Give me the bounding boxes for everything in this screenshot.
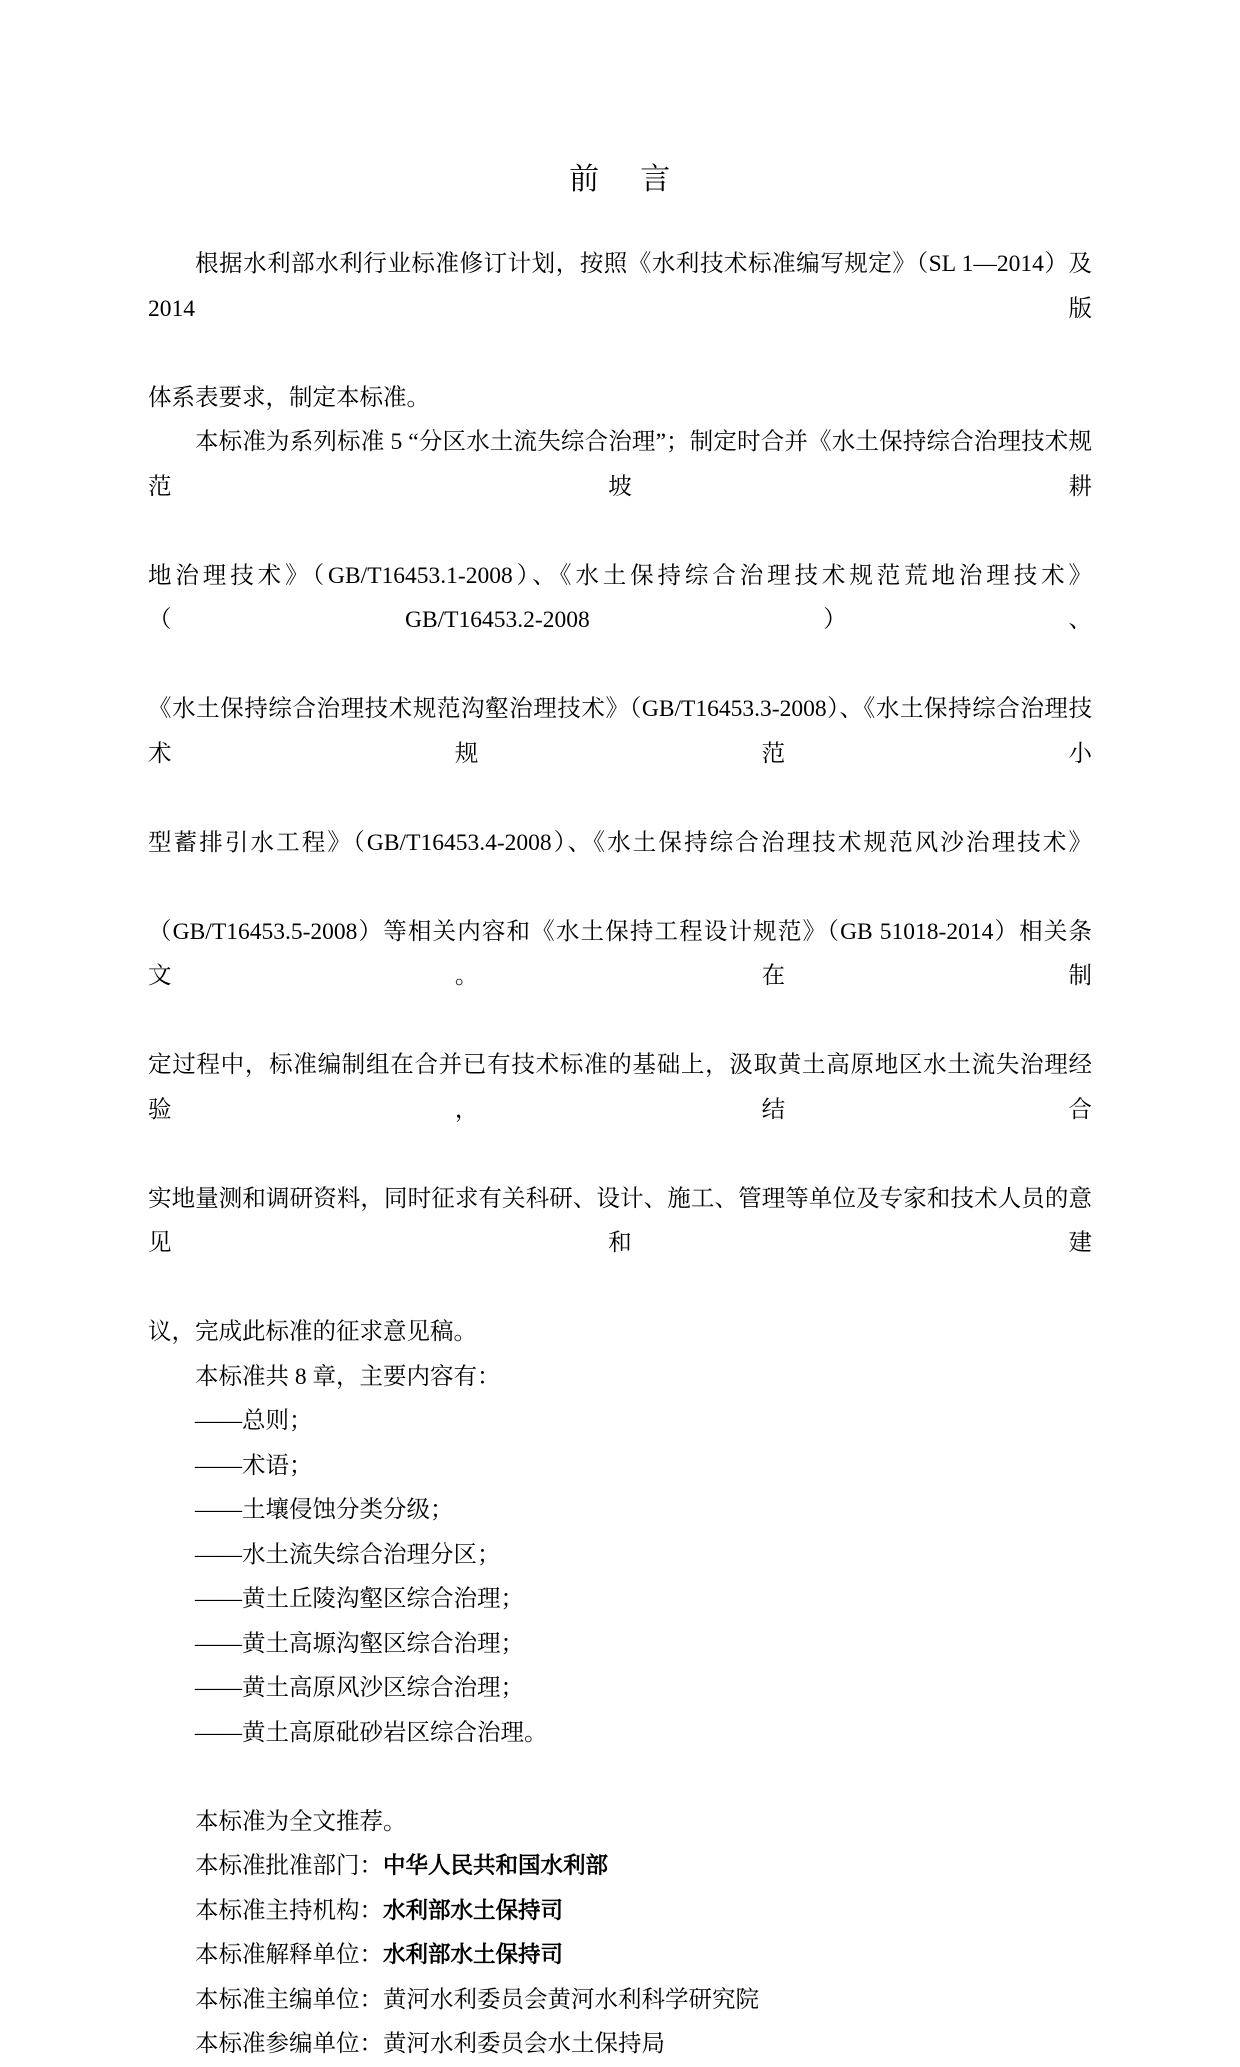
paragraph-2-line-3: 《水土保持综合治理技术规范沟壑治理技术》（GB/T16453.3-2008）、《水土保持综合治理技术规范小 [148,696,1092,767]
paragraph-2-line-4: 型蓄排引水工程》（GB/T16453.4-2008）、《水土保持综合治理技术规范风沙治理技术》 [148,829,1092,856]
paragraph-2 [148,420,1092,1355]
participating-unit-value: 黄河水利委员会水土保持局 [383,2031,665,2057]
page-title: 前 言 [569,163,671,196]
participating-unit-label: 本标准参编单位： [195,2031,383,2057]
chapter-item-8: ——黄土高原砒砂岩区综合治理。 [195,1719,548,1746]
host-organization-label: 本标准主持机构： [195,1897,383,1924]
chapter-item-5: ——黄土丘陵沟壑区综合治理； [195,1586,524,1612]
approval-department-label: 本标准批准部门： [195,1853,383,1879]
paragraph-2-line-7: 实地量测和调研资料，同时征求有关科研、设计、施工、管理等单位及专家和技术人员的意见和建 [148,1185,1092,1256]
paragraph-2-line-5: （GB/T16453.5-2008）等相关内容和《水土保持工程设计规范》（GB 51018-2014）相关条文。在制 [148,918,1092,989]
interpretation-unit-label: 本标准解释单位： [195,1942,383,1968]
chapters-intro: 本标准共 8 章，主要内容有： [195,1363,501,1390]
host-organization-row [148,1889,1092,1934]
document-body [148,242,1092,2067]
chapter-item-4: ——水土流失综合治理分区； [195,1541,501,1568]
chapter-item-1: ——总则； [195,1408,313,1434]
approval-department-value: 中华人民共和国水利部 [383,1853,609,1879]
paragraph-2-line-1: 本标准为系列标准 5 “分区水土流失综合治理”；制定时合并《水土保持综合治理技术规范坡耕 [148,429,1092,500]
chapter-item-2: ——术语； [195,1452,313,1479]
chief-editor-unit-label: 本标准主编单位： [195,1986,383,2013]
chapter-item-3: ——土壤侵蚀分类分级； [195,1497,454,1523]
chapter-item-7: ——黄土高原风沙区综合治理； [195,1675,524,1701]
paragraph-1-line-1: 根据水利部水利行业标准修订计划，按照《水利技术标准编写规定》（SL 1—2014）及 2014 版 [148,251,1092,322]
chapter-item-6: ——黄土高塬沟壑区综合治理； [195,1630,524,1657]
paragraph-2-line-6: 定过程中，标准编制组在合并已有技术标准的基础上，汲取黄土高原地区水土流失治理经验，结合 [148,1052,1092,1123]
section-spacer [148,1755,1092,1800]
paragraph-2-line-8: 议，完成此标准的征求意见稿。 [148,1319,477,1345]
interpretation-unit-row [148,1933,1092,1978]
chief-editor-unit-value: 黄河水利委员会黄河水利科学研究院 [383,1986,759,2013]
paragraph-1 [148,242,1092,420]
host-organization-value: 水利部水土保持司 [383,1897,564,1924]
paragraph-1-line-2: 体系表要求，制定本标准。 [148,384,430,411]
paragraph-2-line-2: 地治理技术》（GB/T16453.1-2008）、《水土保持综合治理技术规范荒地治理技术》（GB/T16453.2-2008）、 [148,562,1092,633]
recommendation-note: 本标准为全文推荐。 [195,1808,407,1835]
chief-editor-unit-row [148,1978,1092,2023]
interpretation-unit-value: 水利部水土保持司 [383,1942,564,1968]
approval-department-row [148,1844,1092,1889]
participating-unit-row [148,2022,1092,2067]
